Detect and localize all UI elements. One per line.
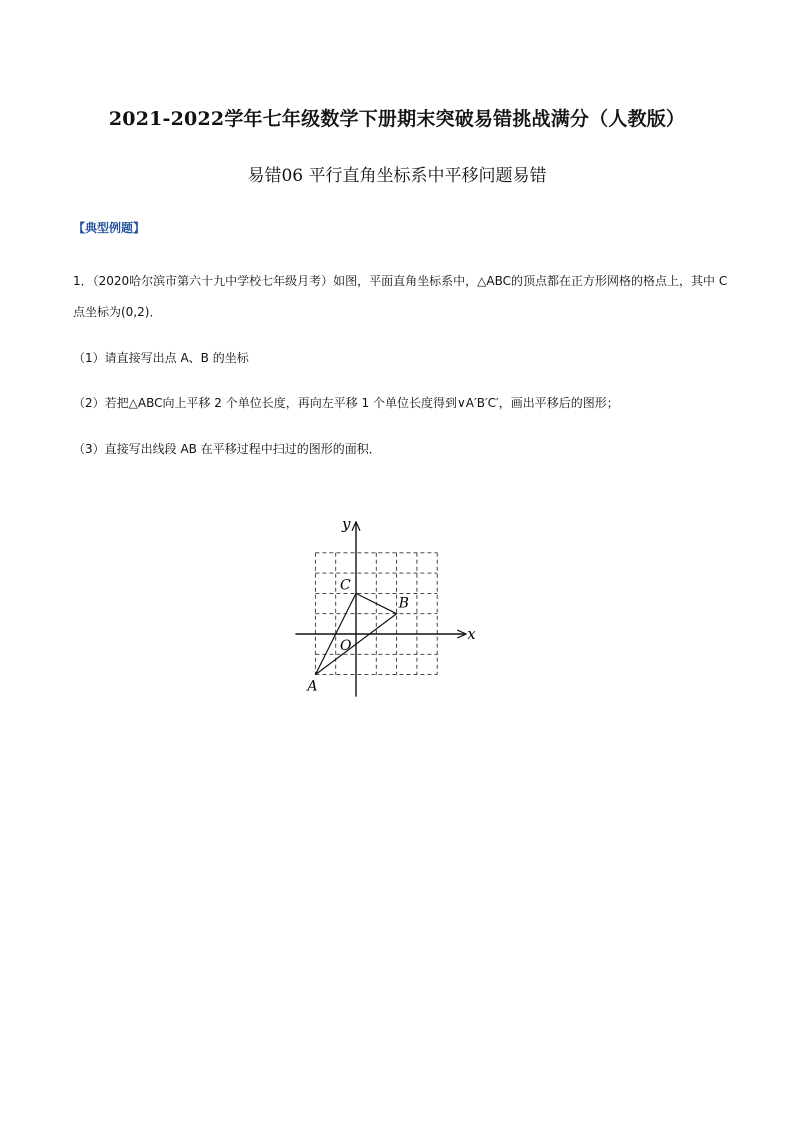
origin-label: O [340,638,352,654]
problem-stem-line1: 1．（2020哈尔滨市第六十九中学校七年级月考）如图，平面直角坐标系中，△ABC的顶点都在正方形网格的格点上，其中 C [73,274,728,288]
coordinate-grid-svg [270,478,520,708]
section-label: 【典型例题】 [73,221,146,235]
page-subtitle: 易错06 平行直角坐标系中平移问题易错 [247,166,547,186]
question-1: （1）请直接写出点 A、B 的坐标 [73,351,249,365]
point-b-label: B [398,595,409,612]
point-c-label: C [340,577,351,594]
dashed-grid [315,553,437,675]
y-axis-label: y [342,514,351,533]
question-2: （2）若把△ABC向上平移 2 个单位长度，再向左平移 1 个单位长度得到∨A′B′C′，画出平移后的图形； [73,396,619,410]
question-3: （3）直接写出线段 AB 在平移过程中扫过的图形的面积． [73,442,381,456]
x-axis-label: x [467,625,476,643]
page-title: 2021-2022学年七年级数学下册期末突破易错挑战满分（人教版） [108,108,686,130]
problem-stem-line2: 点坐标为(0,2)． [73,305,162,319]
coordinate-figure [270,478,520,708]
point-a-label: A [307,678,318,695]
